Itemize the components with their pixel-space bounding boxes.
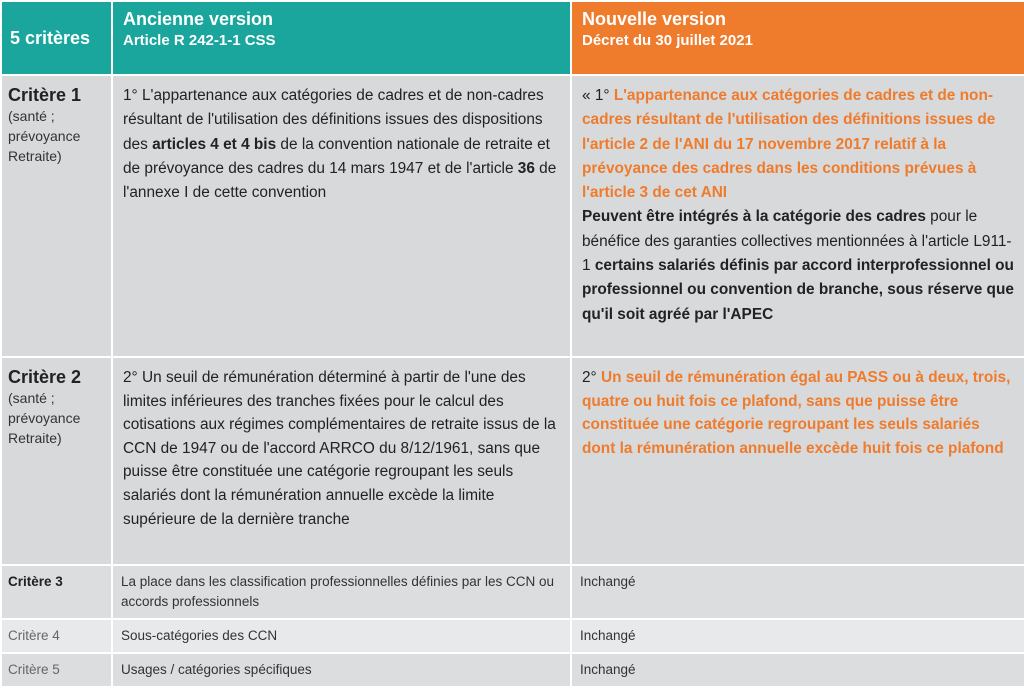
c1-new-bold2: certains salariés définis par accord interprofessionnel ou professionnel ou convention de branche, sous réserve que qu'il soit agréé par l'APEC — [582, 257, 1014, 323]
header-old-version — [112, 1, 571, 75]
c1-new-orange: L'appartenance aux catégories de cadres et de non-cadres résultant de l'utilisation des définitions issues de l'article 2 de l'ANI du 17 novembre 2017 relatif à la prévoyance des cadres dans les conditions prévues à l'article 3 de cet ANI — [582, 87, 996, 202]
table-row-criterion-2 — [1, 357, 1024, 565]
header-old-subtitle: Article R 242-1-1 CSS — [123, 32, 276, 49]
c2-new-prefix: 2° — [582, 369, 601, 386]
header-new-title: Nouvelle version — [582, 9, 727, 29]
criterion-3-old-text: La place dans les classification professionnelles définies par les CCN ou accords professionnels — [112, 565, 571, 619]
criterion-2-note3: Retraite) — [8, 430, 62, 446]
criterion-3-name: Critère 3 — [1, 565, 112, 619]
criterion-1-new-text — [571, 75, 1024, 357]
c1-new-prefix: « 1° — [582, 87, 614, 104]
table-row-criterion-3 — [1, 565, 1024, 619]
c1-new-part1: pour le bénéfice des garanties collectives mentionnées à l'article L911-1 — [582, 208, 1012, 275]
criterion-2-note: (santé ; — [8, 390, 55, 406]
c1-old-bold1: articles 4 et 4 bis — [152, 135, 277, 153]
criterion-1-note: (santé ; — [8, 108, 55, 124]
table-row-criterion-4 — [1, 619, 1024, 653]
criterion-1-note3: Retraite) — [8, 148, 62, 164]
header-new-subtitle: Décret du 30 juillet 2021 — [582, 32, 753, 49]
criterion-2-old-text: 2° Un seuil de rémunération déterminé à partir de l'une des limites inférieures des tranches fixées pour le calcul des cotisations aux régimes complémentaires de retraite issus de la CCN de 1947 ou de l'accord ARRCO du 8/12/1961, sans que puisse être constituée une catégorie regroupant les seuls salariés dont la rémunération annuelle excède la limite supérieure de la dernière tranche — [112, 357, 571, 565]
criterion-2-note2: prévoyance — [8, 410, 81, 426]
criterion-3-new-text: Inchangé — [571, 565, 1024, 619]
header-old-title: Ancienne version — [123, 9, 274, 29]
table-row-criterion-5 — [1, 653, 1024, 687]
criterion-4-new-text: Inchangé — [571, 619, 1024, 653]
criterion-5-old-text: Usages / catégories spécifiques — [112, 653, 571, 687]
header-row — [1, 1, 1024, 75]
table-row-criterion-1 — [1, 75, 1024, 357]
criterion-5-name: Critère 5 — [1, 653, 112, 687]
criterion-1-old-text — [112, 75, 571, 357]
criterion-5-new-text: Inchangé — [571, 653, 1024, 687]
c1-old-bold2: 36 — [517, 159, 535, 177]
c1-old-part2: de la convention nationale de retraite et de prévoyance des cadres du 14 mars 1947 et de l'article — [123, 135, 550, 177]
criterion-2-cell — [1, 357, 112, 565]
criterion-2-new-text — [571, 357, 1024, 565]
criterion-4-old-text: Sous-catégories des CCN — [112, 619, 571, 653]
criterion-4-name: Critère 4 — [1, 619, 112, 653]
header-new-version — [571, 1, 1024, 75]
c2-new-orange: Un seuil de rémunération égal au PASS ou à deux, trois, quatre ou huit fois ce plafond, sans que puisse être constituée une catégorie regroupant les seuls salariés dont la rémunération annuelle excède huit fois ce plafond — [582, 369, 1011, 457]
criterion-1-note2: prévoyance — [8, 128, 81, 144]
criterion-2-name: Critère 2 — [8, 367, 82, 387]
header-criteria: 5 critères — [1, 1, 112, 75]
c1-new-bold1: Peuvent être intégrés à la catégorie des cadres — [582, 208, 926, 226]
criterion-1-name: Critère 1 — [8, 85, 82, 105]
c1-old-part1: 1° L'appartenance aux catégories de cadres et de non-cadres résultant de l'utilisation des définitions issues des dispositions des — [123, 87, 544, 153]
criterion-1-cell — [1, 75, 112, 357]
c1-old-part3: de l'annexe I de cette convention — [123, 159, 557, 202]
